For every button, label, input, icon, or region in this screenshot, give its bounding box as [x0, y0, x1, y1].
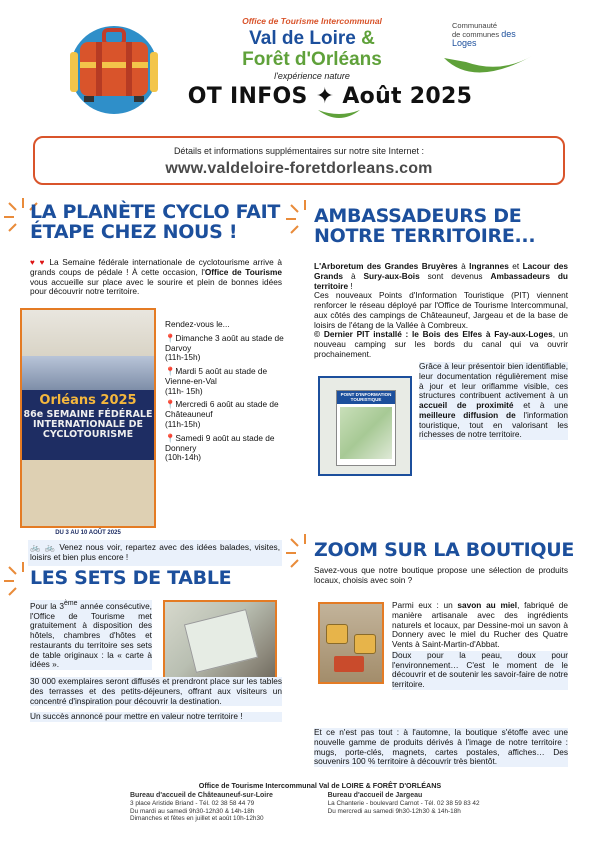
placemat-map — [184, 609, 258, 673]
pit-sign — [336, 390, 396, 466]
boutique-side-bold: savon au miel — [457, 600, 518, 610]
footer-right-address: La Chanterie - boulevard Carnot - Tél. 02 38 59 83 42 — [327, 800, 480, 808]
cyclo-callout — [28, 540, 282, 566]
date-hours: (10h-14h) — [165, 452, 201, 463]
footer-right-hours: Du mercredi au samedi 9h30-12h30 & 14h-18h — [327, 807, 461, 815]
amb-side-bold1: accueil de proximité — [419, 400, 514, 411]
rdv-label: Rendez-vous le... — [165, 319, 230, 329]
footer-jargeau — [328, 792, 510, 823]
amb-p2: Ces nouveaux Points d'Information Touristique (PIT) viennent renforcer le réseau déployé par l'Office de Tourisme Intercommunal, aux côtés des campings de Châteauneuf, Jargeau et de la base de loisirs de l'étang de la Vallée à Combreux. — [314, 290, 568, 330]
amb-p3 — [314, 330, 568, 359]
website-info-text: Détails et informations supplémentaires sur notre site Internet : — [173, 146, 425, 156]
date-hours: (11h-15h) — [165, 352, 201, 363]
amb-side-a: Grâce à leur présentoir bien identifiable, leur documentation régulièrement mise à jour et leur oriflamme visible, ces structures contribuent activement à un — [419, 361, 568, 401]
pin-icon: 📍 — [165, 399, 176, 410]
placemat-photo — [163, 600, 277, 682]
amb-side-text — [419, 362, 568, 440]
honey-soap-photo — [318, 602, 384, 684]
cc-line1: Communauté — [452, 21, 498, 30]
honey-jar — [326, 624, 348, 644]
cc-line2: de communes — [452, 29, 500, 39]
amb-side-b: et à une — [513, 400, 568, 411]
date-hours: (11h-15h) — [165, 419, 201, 430]
pin-icon: 📍 — [165, 432, 176, 443]
date-text: Dimanche 3 août au stade de Darvoy — [165, 332, 284, 353]
footer-left-sunday: Dimanches et fêtes en juillet et août 10h-12h30 — [130, 815, 264, 823]
amb-p1-c: Ingrannes — [469, 261, 509, 271]
footer-left-address: 3 place Aristide Briand - Tél. 02 38 58 44 79 — [130, 800, 255, 808]
date-item — [165, 367, 285, 396]
footer-chateauneuf — [130, 792, 312, 823]
pin-icon: 📍 — [165, 332, 176, 343]
cyclo-intro-a: La Semaine fédérale internationale de cyclotourisme arrive à grands coups de pédale ! À cette occasion, l' — [30, 257, 283, 277]
amb-p1-a: L'Arboretum des Grandes Bruyères — [314, 261, 458, 271]
cyclo-intro — [30, 258, 282, 297]
page-title: OT INFOS ✦ Août 2025 — [187, 84, 473, 109]
copyright-icon: © — [314, 329, 321, 340]
website-info-box — [33, 136, 565, 185]
boutique-bottom-text: Et ce n'est pas tout : à l'automne, la boutique s'étoffe avec une nouvelle gamme de produits dérivés à l'image de notre territoire : mugs, porte-clés, magnets, cartes postales, affiches… Des souvenirs 100 % territoire à découvrir très bientôt. — [314, 727, 568, 767]
amb-title: AMBASSADEURS DE NOTRE TERRITOIRE... — [314, 205, 536, 247]
ot-logo-small: Office de Tourisme Intercommunal — [242, 16, 382, 26]
boutique-side-c: Doux pour la peau, doux pour l'environnement… C'est le moment de le découvrir et de soutenir les savoir-faire de notre territoire. — [392, 649, 568, 690]
sets-p1-a: Pour la 3 — [30, 600, 64, 611]
date-text: Mercredi 6 août au stade de Châteauneuf — [165, 399, 279, 420]
poster-line: 86e SEMAINE FÉDÉRALE INTERNATIONALE DE CYCLOTOURISME — [23, 408, 153, 440]
amb-p1-g: Sury-aux-Bois — [363, 270, 420, 281]
amb-side-bold2: meilleure diffusion de — [419, 409, 516, 420]
amb-p3-rest: , un nouveau camping sur les bords du canal qui va ouvrir prochainement. — [314, 329, 568, 360]
cc-loges-logo[interactable] — [440, 22, 538, 82]
date-hours: (11h- 15h) — [165, 385, 203, 396]
date-item — [165, 434, 285, 463]
suitcase-illustration — [66, 24, 162, 116]
amb-p1-f: à — [343, 270, 364, 281]
poster-banner — [22, 390, 154, 460]
ot-name-line1: Val de Loire — [249, 28, 356, 50]
amb-p3-bold: Dernier PIT installé : le Bois des Elfes à Fay-aux-Loges — [323, 329, 553, 340]
poster-cathedral — [22, 356, 154, 390]
boutique-title: ZOOM SUR LA BOUTIQUE — [314, 539, 575, 561]
amb-p1-d: et — [508, 261, 523, 271]
cyclo-title: LA PLANÈTE CYCLO FAIT ÉTAPE CHEZ NOUS ! — [30, 201, 280, 243]
amb-p1-j: ! — [348, 280, 353, 291]
sets-title: LES SETS DE TABLE — [30, 567, 232, 589]
pin-icon: 📍 — [165, 366, 176, 377]
sets-p1-sup: ème — [63, 600, 78, 607]
cyclo-intro-b: vous accueille sur place avec le sourire et plein de bonnes idées pour découvrir notre territoire. — [30, 276, 282, 297]
cc-line3: des Loges — [452, 28, 516, 49]
ot-logo[interactable] — [212, 16, 412, 80]
cyclo-intro-bold: Office de Tourisme — [204, 266, 282, 277]
pit-sign-map — [340, 407, 392, 459]
date-item — [165, 400, 285, 429]
footer-left-hours: Du mardi au samedi 9h30-12h30 & 14h-18h — [130, 807, 255, 815]
callout-body: Venez nous voir, repartez avec des idées balades, visites, loisirs et bien plus encore ! — [30, 542, 281, 562]
footer — [130, 782, 510, 823]
cc-text — [452, 22, 538, 49]
ot-tagline: l'expérience nature — [274, 70, 350, 81]
date-item — [165, 334, 285, 363]
cyclo-dates — [165, 320, 285, 463]
boutique-side-text — [392, 601, 568, 690]
cyclo-poster-image — [20, 308, 156, 536]
ot-name-line2: Forêt d'Orléans — [242, 48, 382, 70]
amb-intro — [314, 262, 568, 360]
boutique-intro: Savez-vous que notre boutique propose une sélection de produits locaux, choisis avec soin ? — [314, 565, 568, 585]
footer-right-head: Bureau d'accueil de Jargeau — [327, 791, 423, 799]
sets-text-1 — [30, 600, 152, 670]
sets-p1-b: année consécutive, l'Office de Tourisme met gratuitement à disposition des hôtels, chambres d'hôtes et restaurants du territoire ses sets de table originaux : la « carte à idées ». — [30, 600, 152, 670]
bicycle-icon: 🚲 🚲 — [30, 542, 56, 552]
date-text: Mardi 5 août au stade de Vienne-en-Val — [165, 366, 268, 386]
poster-top — [22, 310, 154, 356]
sets-text-2 — [30, 677, 282, 722]
ot-amp: & — [361, 28, 375, 50]
pit-sign-photo — [318, 376, 412, 476]
website-link[interactable]: www.valdeloire-foretdorleans.com — [165, 159, 433, 177]
poster-year: Orléans 2025 — [39, 393, 137, 408]
footer-left-head: Bureau d'accueil de Châteauneuf-sur-Loire — [130, 791, 273, 799]
date-text: Samedi 9 août au stade de Donnery — [165, 432, 275, 453]
amb-p1 — [314, 262, 568, 291]
title-swoosh-icon — [316, 108, 362, 122]
amb-p1-e: Lacour des Grands — [314, 261, 568, 281]
callout-text — [28, 540, 282, 566]
boutique-side-a: Parmi eux : un — [392, 600, 458, 610]
amb-p1-h: sont devenus — [419, 270, 491, 281]
poster-cyclists — [22, 460, 154, 526]
amb-p1-b: à — [457, 261, 470, 271]
boutique-side-b: , fabriqué de manière artisanale avec des ingrédients naturels et locaux, par Dessine-moi un savon à Donnery avec le miel du Rucher des Quatre Vents à Saint-Martin-d'Abbat. — [392, 600, 568, 650]
amb-p1-i: Ambassadeurs du territoire — [314, 270, 569, 291]
amb-side-end: l'information touristique, tout en valorisant les richesses de notre territoire. — [419, 409, 568, 440]
heart-icon: ♥ ♥ — [30, 258, 46, 267]
poster-date: DU 3 AU 10 AOÛT 2025 — [55, 530, 121, 536]
sets-p3: Un succès annoncé pour mettre en valeur notre territoire ! — [30, 712, 282, 722]
footer-columns — [130, 792, 510, 823]
ot-logo-name — [212, 29, 412, 71]
honey-jar — [354, 634, 376, 654]
footer-title: Office de Tourisme Intercommunal Val de LOIRE & FORÊT D'ORLÉANS — [198, 781, 442, 790]
sets-p2: 30 000 exemplaires seront diffusés et prendront place sur les tables des terrasses et des petits-déjeuners, offrant aux visiteurs un concentré d'inspiration pour découvrir la destination. — [30, 676, 282, 706]
pit-sign-label: POINT D'INFORMATION TOURISTIQUE — [337, 391, 395, 404]
soap-bar — [334, 656, 364, 672]
